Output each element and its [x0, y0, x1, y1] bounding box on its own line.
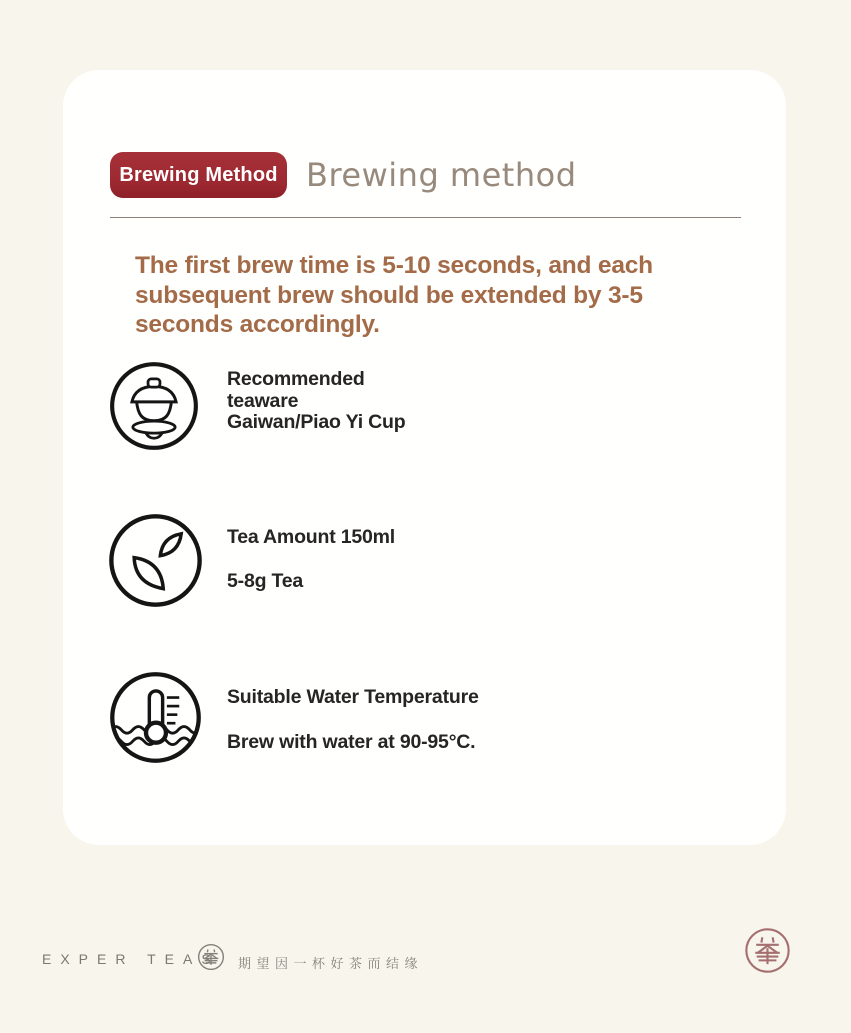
- tea-seal-icon: [197, 943, 225, 976]
- content-card: [63, 70, 786, 845]
- page-title: [306, 152, 577, 198]
- thermometer-icon: [108, 670, 203, 765]
- brewing-method-badge: [110, 152, 287, 198]
- brand-slogan: [238, 953, 423, 972]
- water-temp-line-2: Brew with water at 90-95°C.: [227, 731, 476, 753]
- water-temp-title: [227, 687, 479, 709]
- tea-leaves-icon: [107, 512, 204, 609]
- teaware-text: [227, 369, 405, 434]
- tea-amount-line-2: 5-8g Tea: [227, 570, 304, 592]
- badge-label: Brewing Method: [119, 163, 278, 186]
- intro-line-1: The first brew time is 5-10 seconds, and each: [135, 252, 653, 279]
- tea-amount-title: [227, 527, 395, 549]
- teaware-line-3: Gaiwan/Piao Yi Cup: [227, 411, 406, 433]
- teaware-line-2: teaware: [227, 389, 299, 412]
- brand-slogan-text: 期望因一杯好茶而结缘: [238, 956, 424, 971]
- tea-amount-value: [227, 571, 303, 593]
- gaiwan-icon: [108, 360, 200, 452]
- water-temp-line-1: Suitable Water Temperature: [227, 686, 479, 708]
- water-temp-value: [227, 732, 475, 754]
- tea-amount-line-1: Tea Amount 150ml: [227, 526, 396, 548]
- intro-line-3: seconds accordingly.: [135, 311, 380, 338]
- brand-name-text: EXPER TEAS: [42, 951, 220, 967]
- intro-line-2: subsequent brew should be extended by 3-5: [135, 281, 643, 309]
- header-divider: [110, 217, 741, 218]
- corner-tea-seal-icon: [744, 927, 791, 979]
- intro-paragraph: [135, 251, 735, 340]
- teaware-line-1: Recommended: [227, 368, 365, 390]
- page-title-text: Brewing method: [306, 156, 577, 194]
- brand-name: [42, 951, 220, 967]
